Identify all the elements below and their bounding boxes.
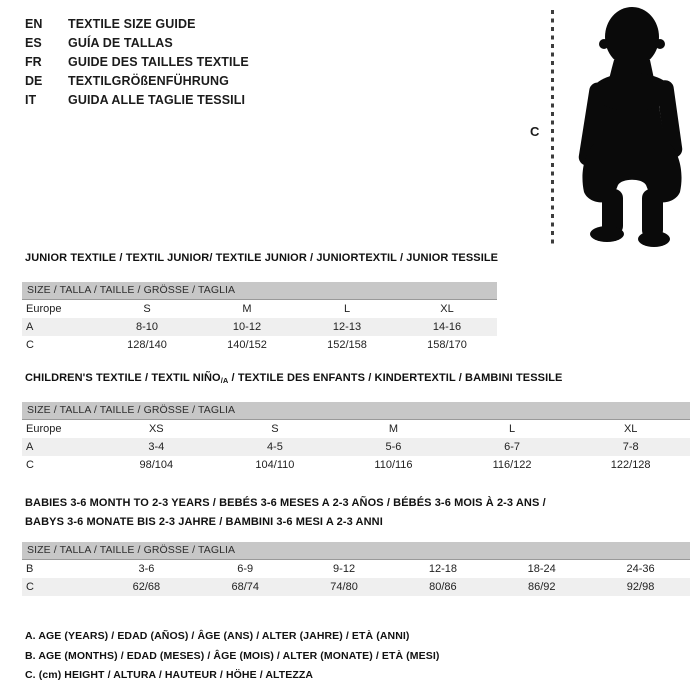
table-cell: 140/152: [227, 339, 267, 351]
table-row-age: [22, 438, 690, 456]
table-cell: 80/86: [429, 581, 457, 593]
language-code: EN: [25, 16, 43, 31]
table-cell: 116/122: [492, 459, 532, 471]
table-cell: XL: [440, 303, 454, 315]
footnotes: [25, 627, 439, 686]
table-row-age: [22, 318, 497, 336]
language-title: GUÍA DE TALLAS: [68, 35, 173, 50]
table-cell: XS: [148, 423, 164, 435]
row-label: B: [26, 563, 34, 575]
table-cell: 5-6: [385, 441, 402, 453]
babies-size-table: [22, 542, 690, 596]
language-code: DE: [25, 73, 43, 88]
title-text: CHILDREN'S TEXTILE / TEXTIL NIÑO: [25, 372, 221, 384]
table-row-months: [22, 560, 690, 578]
table-cell: 10-12: [232, 321, 262, 333]
language-code: ES: [25, 35, 42, 50]
table-cell: 74/80: [330, 581, 358, 593]
table-cell: 158/170: [427, 339, 467, 351]
language-title-list: [25, 14, 249, 109]
table-cell: 7-8: [622, 441, 639, 453]
table-cell: 9-12: [333, 563, 356, 575]
language-row-en: [25, 14, 249, 33]
table-cell: 3-6: [138, 563, 155, 575]
language-title: TEXTILGRÖßENFÜHRUNG: [68, 73, 229, 88]
table-cell: 86/92: [527, 581, 556, 593]
title-subscript: /A: [220, 376, 229, 385]
language-row-fr: [25, 52, 249, 71]
footnote-b: B. AGE (MONTHS) / EDAD (MESES) / ÂGE (MOIS) / ALTER (MONATE) / ETÀ (MESI): [25, 649, 440, 662]
table-row-height: [22, 456, 690, 474]
footnote-c: C. (cm) HEIGHT / ALTURA / HAUTEUR / HÖHE / ALTEZZA: [25, 669, 314, 681]
row-label: C: [26, 339, 34, 351]
table-row-europe: [22, 300, 497, 318]
table-cell: 6-9: [237, 563, 254, 575]
table-cell: M: [388, 423, 399, 435]
table-cell: 122/128: [610, 459, 651, 471]
junior-table-title: JUNIOR TEXTILE / TEXTIL JUNIOR/ TEXTILE JUNIOR / JUNIORTEXTIL / JUNIOR TESSILE: [25, 252, 499, 264]
toddler-silhouette-image: [560, 4, 700, 248]
table-cell: 68/74: [231, 581, 259, 593]
table-cell: 3-4: [148, 441, 165, 453]
row-label: C: [26, 581, 34, 593]
table-cell: S: [271, 423, 279, 435]
table-row-height: [22, 336, 497, 354]
table-cell: S: [143, 303, 151, 315]
table-cell: 24-36: [626, 563, 655, 575]
size-header-bar: SIZE / TALLA / TAILLE / GRÖSSE / TAGLIA: [22, 402, 690, 420]
row-label: C: [26, 459, 34, 471]
size-header-bar: SIZE / TALLA / TAILLE / GRÖSSE / TAGLIA: [22, 282, 497, 300]
table-cell: 62/68: [132, 581, 161, 593]
language-title: GUIDA ALLE TAGLIE TESSILI: [68, 92, 246, 107]
children-table-title: [25, 372, 563, 385]
table-cell: 92/98: [626, 581, 655, 593]
size-header-bar: SIZE / TALLA / TAILLE / GRÖSSE / TAGLIA: [22, 542, 690, 560]
table-cell: 12-18: [428, 563, 457, 575]
row-label: A: [26, 321, 34, 333]
table-cell: M: [242, 303, 252, 315]
junior-size-table: [22, 282, 497, 354]
table-cell: L: [343, 303, 351, 315]
table-cell: 12-13: [332, 321, 362, 333]
table-cell: 18-24: [527, 563, 556, 575]
table-cell: 8-10: [135, 321, 159, 333]
language-row-es: [25, 33, 249, 52]
table-cell: 110/116: [374, 459, 413, 471]
children-size-table: [22, 402, 690, 474]
language-title: TEXTILE SIZE GUIDE: [68, 16, 196, 31]
language-row-it: [25, 90, 249, 109]
height-measure-label: C: [530, 124, 540, 139]
table-cell: 6-7: [504, 441, 521, 453]
table-row-height: [22, 578, 690, 596]
language-title: GUIDE DES TAILLES TEXTILE: [68, 54, 249, 69]
title-text: / TEXTILE DES ENFANTS / KINDERTEXTIL / BAMBINI TESSILE: [228, 372, 563, 384]
language-code: FR: [25, 54, 42, 69]
footnote-a: A. AGE (YEARS) / EDAD (AÑOS) / ÂGE (ANS) / ALTER (JAHRE) / ETÀ (ANNI): [25, 630, 410, 642]
table-cell: 128/140: [127, 339, 167, 351]
table-cell: 98/104: [139, 459, 174, 471]
babies-title-line1: BABIES 3-6 MONTH TO 2-3 YEARS / BEBÉS 3-6 MESES A 2-3 AÑOS / BÉBÉS 3-6 MOIS À 2-3 ANS /: [25, 497, 546, 509]
height-measure-dotted-line: [551, 10, 554, 244]
table-cell: 4-5: [266, 441, 283, 453]
table-cell: 14-16: [432, 321, 462, 333]
table-cell: 104/110: [255, 459, 295, 471]
table-cell: L: [509, 423, 516, 435]
language-row-de: [25, 71, 249, 90]
language-code: IT: [25, 92, 37, 107]
table-cell: 152/158: [327, 339, 367, 351]
table-cell: XL: [623, 423, 638, 435]
babies-table-title: [25, 494, 546, 532]
row-label: Europe: [26, 303, 62, 315]
row-label: A: [26, 441, 34, 453]
table-row-europe: [22, 420, 690, 438]
babies-title-line2: BABYS 3-6 MONATE BIS 2-3 JAHRE / BAMBINI 3-6 MESI A 2-3 ANNI: [25, 516, 383, 528]
row-label: Europe: [26, 423, 62, 435]
